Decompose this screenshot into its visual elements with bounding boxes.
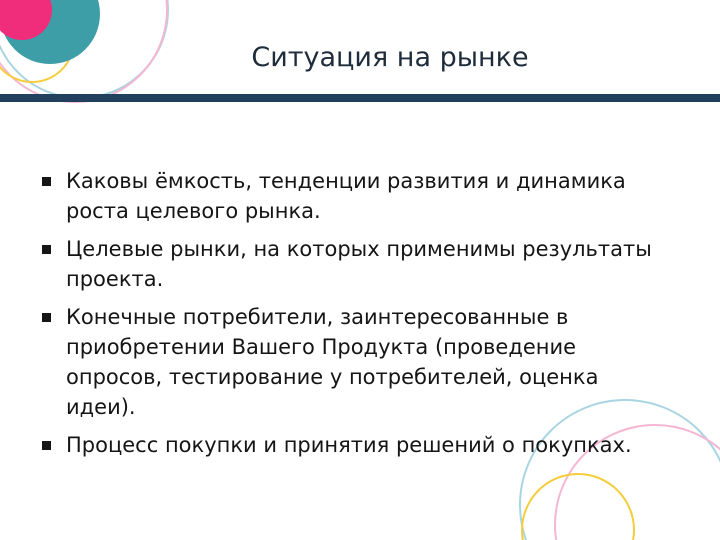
bullet-item (42, 166, 662, 226)
bullet-text: Процесс покупки и принятия решений о покупках. (66, 433, 632, 457)
slide-title: Ситуация на рынке (251, 42, 529, 73)
bullet-list (42, 166, 662, 468)
square-bullet-icon (42, 177, 51, 186)
bullet-item (42, 430, 662, 460)
pink-circle (0, 0, 52, 40)
pink-ring-top (0, 0, 167, 102)
bullet-item (42, 234, 662, 294)
bullet-text: Каковы ёмкость, тенденции развития и динамика роста целевого рынка. (66, 169, 626, 223)
square-bullet-icon (42, 245, 51, 254)
square-bullet-icon (42, 441, 51, 450)
teal-circle (0, 0, 100, 64)
bullet-text: Целевые рынки, на которых применимы результаты проекта. (66, 237, 652, 291)
light-blue-ring-top (0, 0, 168, 98)
bullet-text: Конечные потребители, заинтересованные в приобретении Вашего Продукта (проведение опросов, тестирование у потребителей, оценка идеи). (66, 305, 599, 419)
square-bullet-icon (42, 313, 51, 322)
yellow-ring-bottom (522, 474, 634, 540)
header-divider (0, 94, 720, 102)
bullet-item (42, 302, 662, 422)
yellow-ring-top (0, 0, 74, 82)
